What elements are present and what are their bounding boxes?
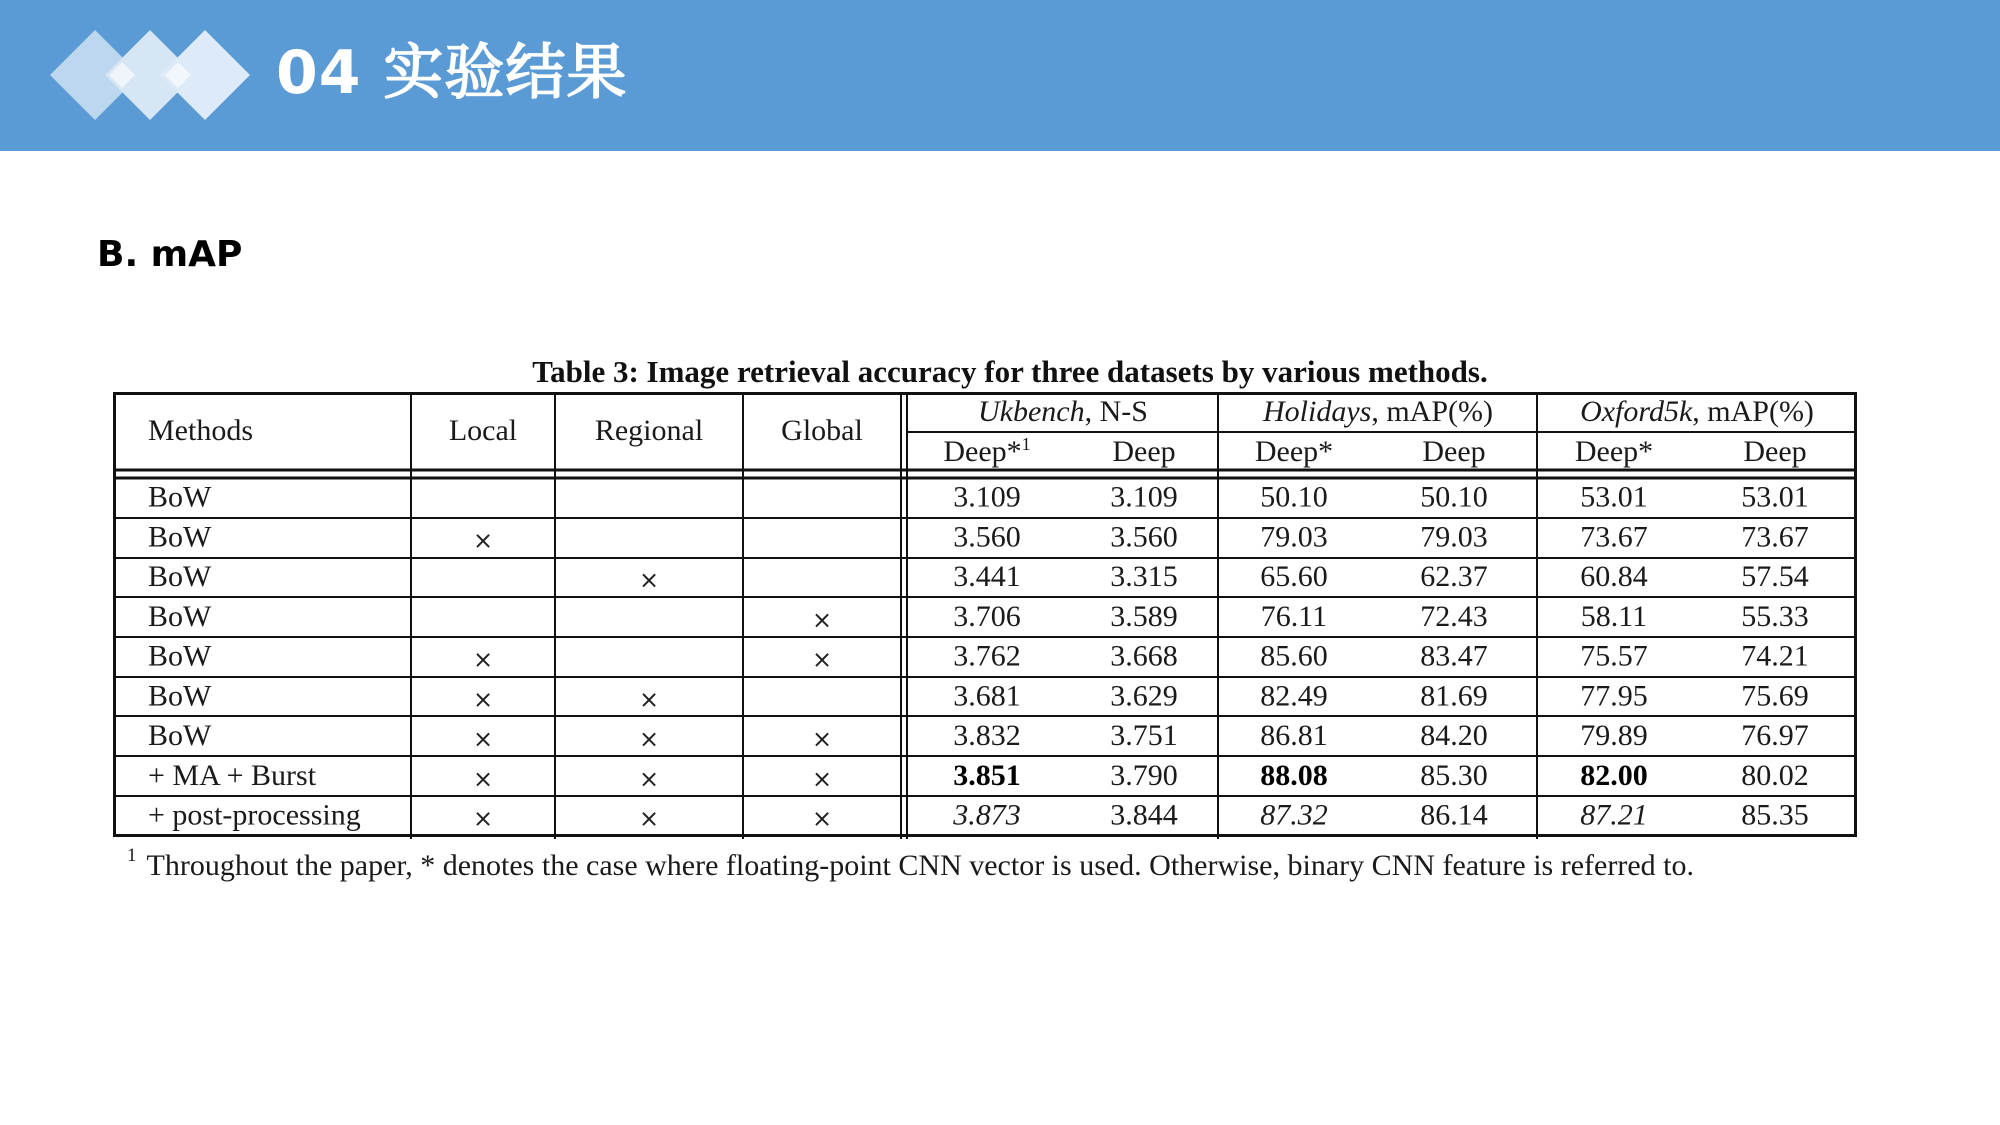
table-row (148, 799, 1809, 833)
header-local: Local (448, 414, 518, 447)
method-cell: BoW (148, 679, 212, 713)
table-row (148, 600, 1809, 634)
value-cell: 75.57 (1580, 639, 1648, 673)
value-cell: 79.03 (1420, 520, 1488, 554)
header-oxford-deep: Deep (1743, 435, 1807, 468)
local-cross-icon: × (472, 526, 494, 555)
table-body (148, 481, 1809, 833)
value-cell: 50.10 (1420, 480, 1488, 514)
value-cell: 77.95 (1580, 679, 1648, 713)
table-row (148, 759, 1809, 793)
section-heading: B. mAP (97, 234, 243, 275)
value-cell: 3.762 (953, 639, 1021, 673)
value-cell: 85.35 (1741, 798, 1809, 832)
header-group-oxford: Oxford5k, mAP(%) (1580, 395, 1814, 428)
value-cell: 58.11 (1580, 599, 1648, 633)
header-holidays-deep: Deep (1422, 435, 1486, 468)
method-cell: BoW (148, 560, 212, 594)
value-cell: 3.109 (953, 480, 1021, 514)
global-cross-icon: × (811, 645, 833, 674)
table-footnote (127, 845, 1694, 883)
value-cell: 3.589 (1110, 599, 1178, 633)
title-banner (0, 0, 2000, 151)
value-cell: 85.30 (1420, 758, 1488, 792)
regional-cross-icon: × (638, 764, 660, 793)
value-cell: 74.21 (1741, 639, 1809, 673)
value-cell: 3.790 (1110, 758, 1178, 792)
local-cross-icon: × (472, 685, 494, 714)
header-regional: Regional (594, 414, 704, 447)
table-row (148, 719, 1809, 753)
method-cell: BoW (148, 480, 212, 514)
value-cell: 82.49 (1260, 679, 1328, 713)
value-cell: 55.33 (1741, 599, 1809, 633)
local-cross-icon: × (472, 645, 494, 674)
local-cross-icon: × (472, 725, 494, 754)
method-cell: BoW (148, 520, 212, 554)
value-cell: 72.43 (1420, 599, 1488, 633)
global-cross-icon: × (811, 804, 833, 833)
header-holidays-deep-star: Deep* (1254, 435, 1334, 468)
global-cross-icon: × (811, 764, 833, 793)
value-cell: 76.97 (1741, 719, 1809, 753)
method-cell: BoW (148, 599, 212, 633)
value-cell: 86.14 (1420, 798, 1488, 832)
method-cell: + post-processing (148, 798, 361, 832)
value-cell: 80.02 (1741, 758, 1809, 792)
value-cell: 3.315 (1110, 560, 1178, 594)
value-cell: 86.81 (1260, 719, 1328, 753)
value-cell: 3.751 (1110, 719, 1178, 753)
value-cell: 76.11 (1260, 599, 1328, 633)
value-cell: 53.01 (1580, 480, 1648, 514)
value-cell: 85.60 (1260, 639, 1328, 673)
value-cell: 84.20 (1420, 719, 1488, 753)
header-global: Global (781, 414, 863, 447)
table-row (148, 640, 1809, 674)
footnote-text: Throughout the paper, * denotes the case where floating-point CNN vector is used. Otherwise, binary CNN feature is referred to. (146, 849, 1694, 882)
header-group-holidays: Holidays, mAP(%) (1263, 395, 1493, 428)
value-cell: 3.873 (953, 798, 1021, 832)
value-cell: 60.84 (1580, 560, 1648, 594)
results-table (113, 392, 1857, 839)
value-cell: 82.00 (1580, 758, 1648, 792)
header-methods: Methods (148, 414, 253, 447)
value-cell: 87.32 (1260, 798, 1328, 832)
method-cell: BoW (148, 719, 212, 753)
value-cell: 3.681 (953, 679, 1021, 713)
value-cell: 3.851 (953, 758, 1021, 792)
header-oxford-deep-star: Deep* (1574, 435, 1654, 468)
table-row (148, 679, 1809, 713)
footnote-marker: 1 (127, 845, 137, 866)
value-cell: 3.560 (953, 520, 1021, 554)
value-cell: 87.21 (1580, 798, 1648, 832)
value-cell: 53.01 (1741, 480, 1809, 514)
value-cell: 73.67 (1580, 520, 1648, 554)
regional-cross-icon: × (638, 685, 660, 714)
value-cell: 57.54 (1741, 560, 1809, 594)
global-cross-icon: × (811, 605, 833, 634)
value-cell: 79.89 (1580, 719, 1648, 753)
global-cross-icon: × (811, 725, 833, 754)
table-row (148, 481, 1809, 514)
value-cell: 3.441 (953, 560, 1021, 594)
table-caption: Table 3: Image retrieval accuracy for three datasets by various methods. (532, 354, 1488, 389)
method-cell: + MA + Burst (148, 758, 317, 792)
value-cell: 65.60 (1260, 560, 1328, 594)
value-cell: 3.706 (953, 599, 1021, 633)
page-title: 04 实验结果 (276, 38, 628, 108)
value-cell: 3.629 (1110, 679, 1178, 713)
value-cell: 50.10 (1260, 480, 1328, 514)
regional-cross-icon: × (638, 804, 660, 833)
value-cell: 3.844 (1110, 798, 1178, 832)
value-cell: 3.832 (953, 719, 1021, 753)
local-cross-icon: × (472, 804, 494, 833)
method-cell: BoW (148, 639, 212, 673)
header-group-ukbench: Ukbench, N-S (978, 395, 1148, 428)
value-cell: 3.668 (1110, 639, 1178, 673)
value-cell: 62.37 (1420, 560, 1488, 594)
value-cell: 3.109 (1110, 480, 1178, 514)
value-cell: 88.08 (1260, 758, 1328, 792)
regional-cross-icon: × (638, 566, 660, 595)
value-cell: 73.67 (1741, 520, 1809, 554)
table-row (148, 520, 1809, 554)
header-ukbench-deep-star: Deep*$^1$ (943, 434, 1031, 468)
value-cell: 83.47 (1420, 639, 1488, 673)
regional-cross-icon: × (638, 725, 660, 754)
value-cell: 79.03 (1260, 520, 1328, 554)
value-cell: 75.69 (1741, 679, 1809, 713)
local-cross-icon: × (472, 764, 494, 793)
value-cell: 3.560 (1110, 520, 1178, 554)
diamond-cluster-icon (50, 30, 250, 120)
value-cell: 81.69 (1420, 679, 1488, 713)
table-row (148, 560, 1809, 594)
header-ukbench-deep: Deep (1112, 435, 1176, 468)
